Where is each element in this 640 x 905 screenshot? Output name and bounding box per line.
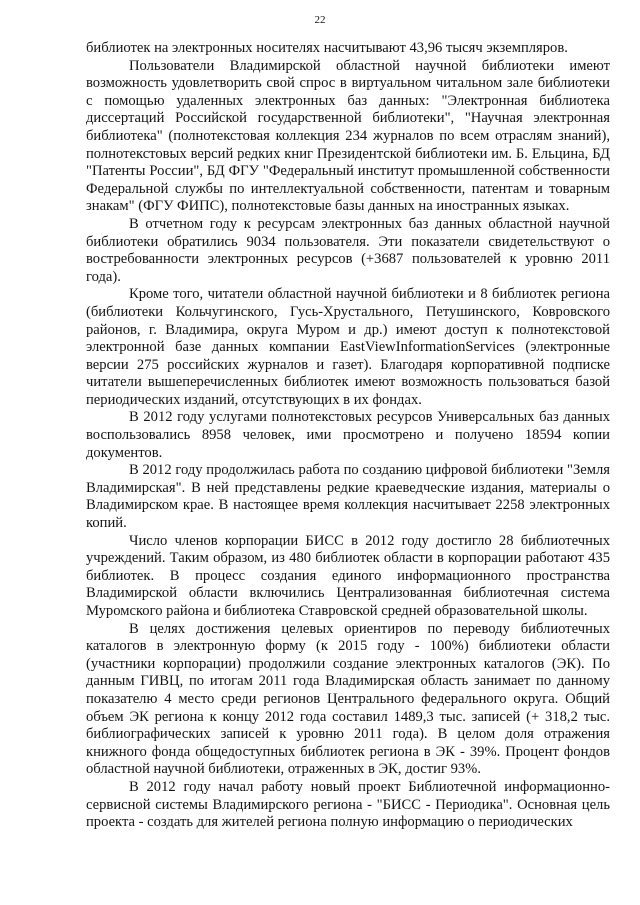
paragraph-3: В отчетном году к ресурсам электронных баз данных областной научной библиотеки обратились 9034 пользователя. Эти показатели свидетельствуют о востребованности электронных ресурсов (+3687 пользователей к уровню 2011 года).: [86, 215, 610, 285]
paragraph-6: В 2012 году продолжилась работа по созданию цифровой библиотеки "Земля Владимирская". В ней представлены редкие краеведческие издания, материалы о Владимирском крае. В настоящее время коллекция насчитывает 2258 электронных копий.: [86, 462, 610, 532]
paragraph-5: В 2012 году услугами полнотекстовых ресурсов Универсальных баз данных воспользовались 8958 человек, ими просмотрено и получено 18594 копии документов.: [86, 409, 610, 461]
body-text: [86, 40, 610, 832]
paragraph-8: В целях достижения целевых ориентиров по переводу библиотечных каталогов в электронную форму (к 2015 году - 100%) библиотеки области (участники корпорации) продолжили создание электронных каталогов (ЭК). По данным ГИВЦ, по итогам 2011 года Владимирская область занимает по данному показателю 4 место среди регионов Центрального федерального округа. Общий объем ЭК региона к концу 2012 года составил 1489,3 тыс. записей (+ 318,2 тыс. библиографических записей к уровню 2011 года). В целом доля отражения книжного фонда общедоступных библиотек региона в ЭК - 39%. Процент фондов областной научной библиотеки, отраженных в ЭК, достиг 93%.: [86, 620, 610, 778]
paragraph-9: В 2012 году начал работу новый проект Библиотечной информационно-сервисной системы Владимирского региона - "БИСС - Периодика". Основная цель проекта - создать для жителей региона полную информацию о периодических: [86, 778, 610, 831]
paragraph-7: Число членов корпорации БИСС в 2012 году достигло 28 библиотечных учреждений. Таким образом, из 480 библиотек области в корпорации работают 435 библиотек. В процесс создания единого информационного пространства Владимирской области включились Централизованная библиотечная система Муромского района и библиотека Ставровской средней образовательной школы.: [86, 532, 610, 619]
paragraph-1: библиотек на электронных носителях насчитывают 43,96 тысяч экземпляров.: [86, 40, 568, 56]
page-number: 22: [314, 14, 326, 26]
paragraph-2: Пользователи Владимирской областной научной библиотеки имеют возможность удовлетворить свой спрос в виртуальном читальном зале библиотеки с помощью удаленных электронных баз данных: "Электронная библиотека диссертаций Российской государственной библиотеки", "Научная электронная библиотека" (полнотекстовая коллекция 234 журналов по всем отраслям знаний), полнотекстовых версий редких книг Президентской библиотеки им. Б. Ельцина, БД "Патенты России", БД ФГУ "Федеральный институт промышленной собственности Федеральной службы по интеллектуальной собственности, патентам и товарным знакам" (ФГУ ФИПС), полнотекстовые базы данных на иностранных языках.: [86, 57, 610, 215]
paragraph-4: Кроме того, читатели областной научной библиотеки и 8 библиотек региона (библиотеки Кольчугинского, Гусь-Хрустального, Петушинского, Ковровского районов, г. Владимира, округа Муром и др.) имеют доступ к полнотекстовой электронной базе данных компании EastViewInformationServices (электронные версии 275 российских журналов и газет). Благодаря корпоративной подписке читатели вышеперечисленных библиотек имеют возможность пользоваться базой периодических изданий, отсутствующих в их фондах.: [86, 286, 610, 408]
